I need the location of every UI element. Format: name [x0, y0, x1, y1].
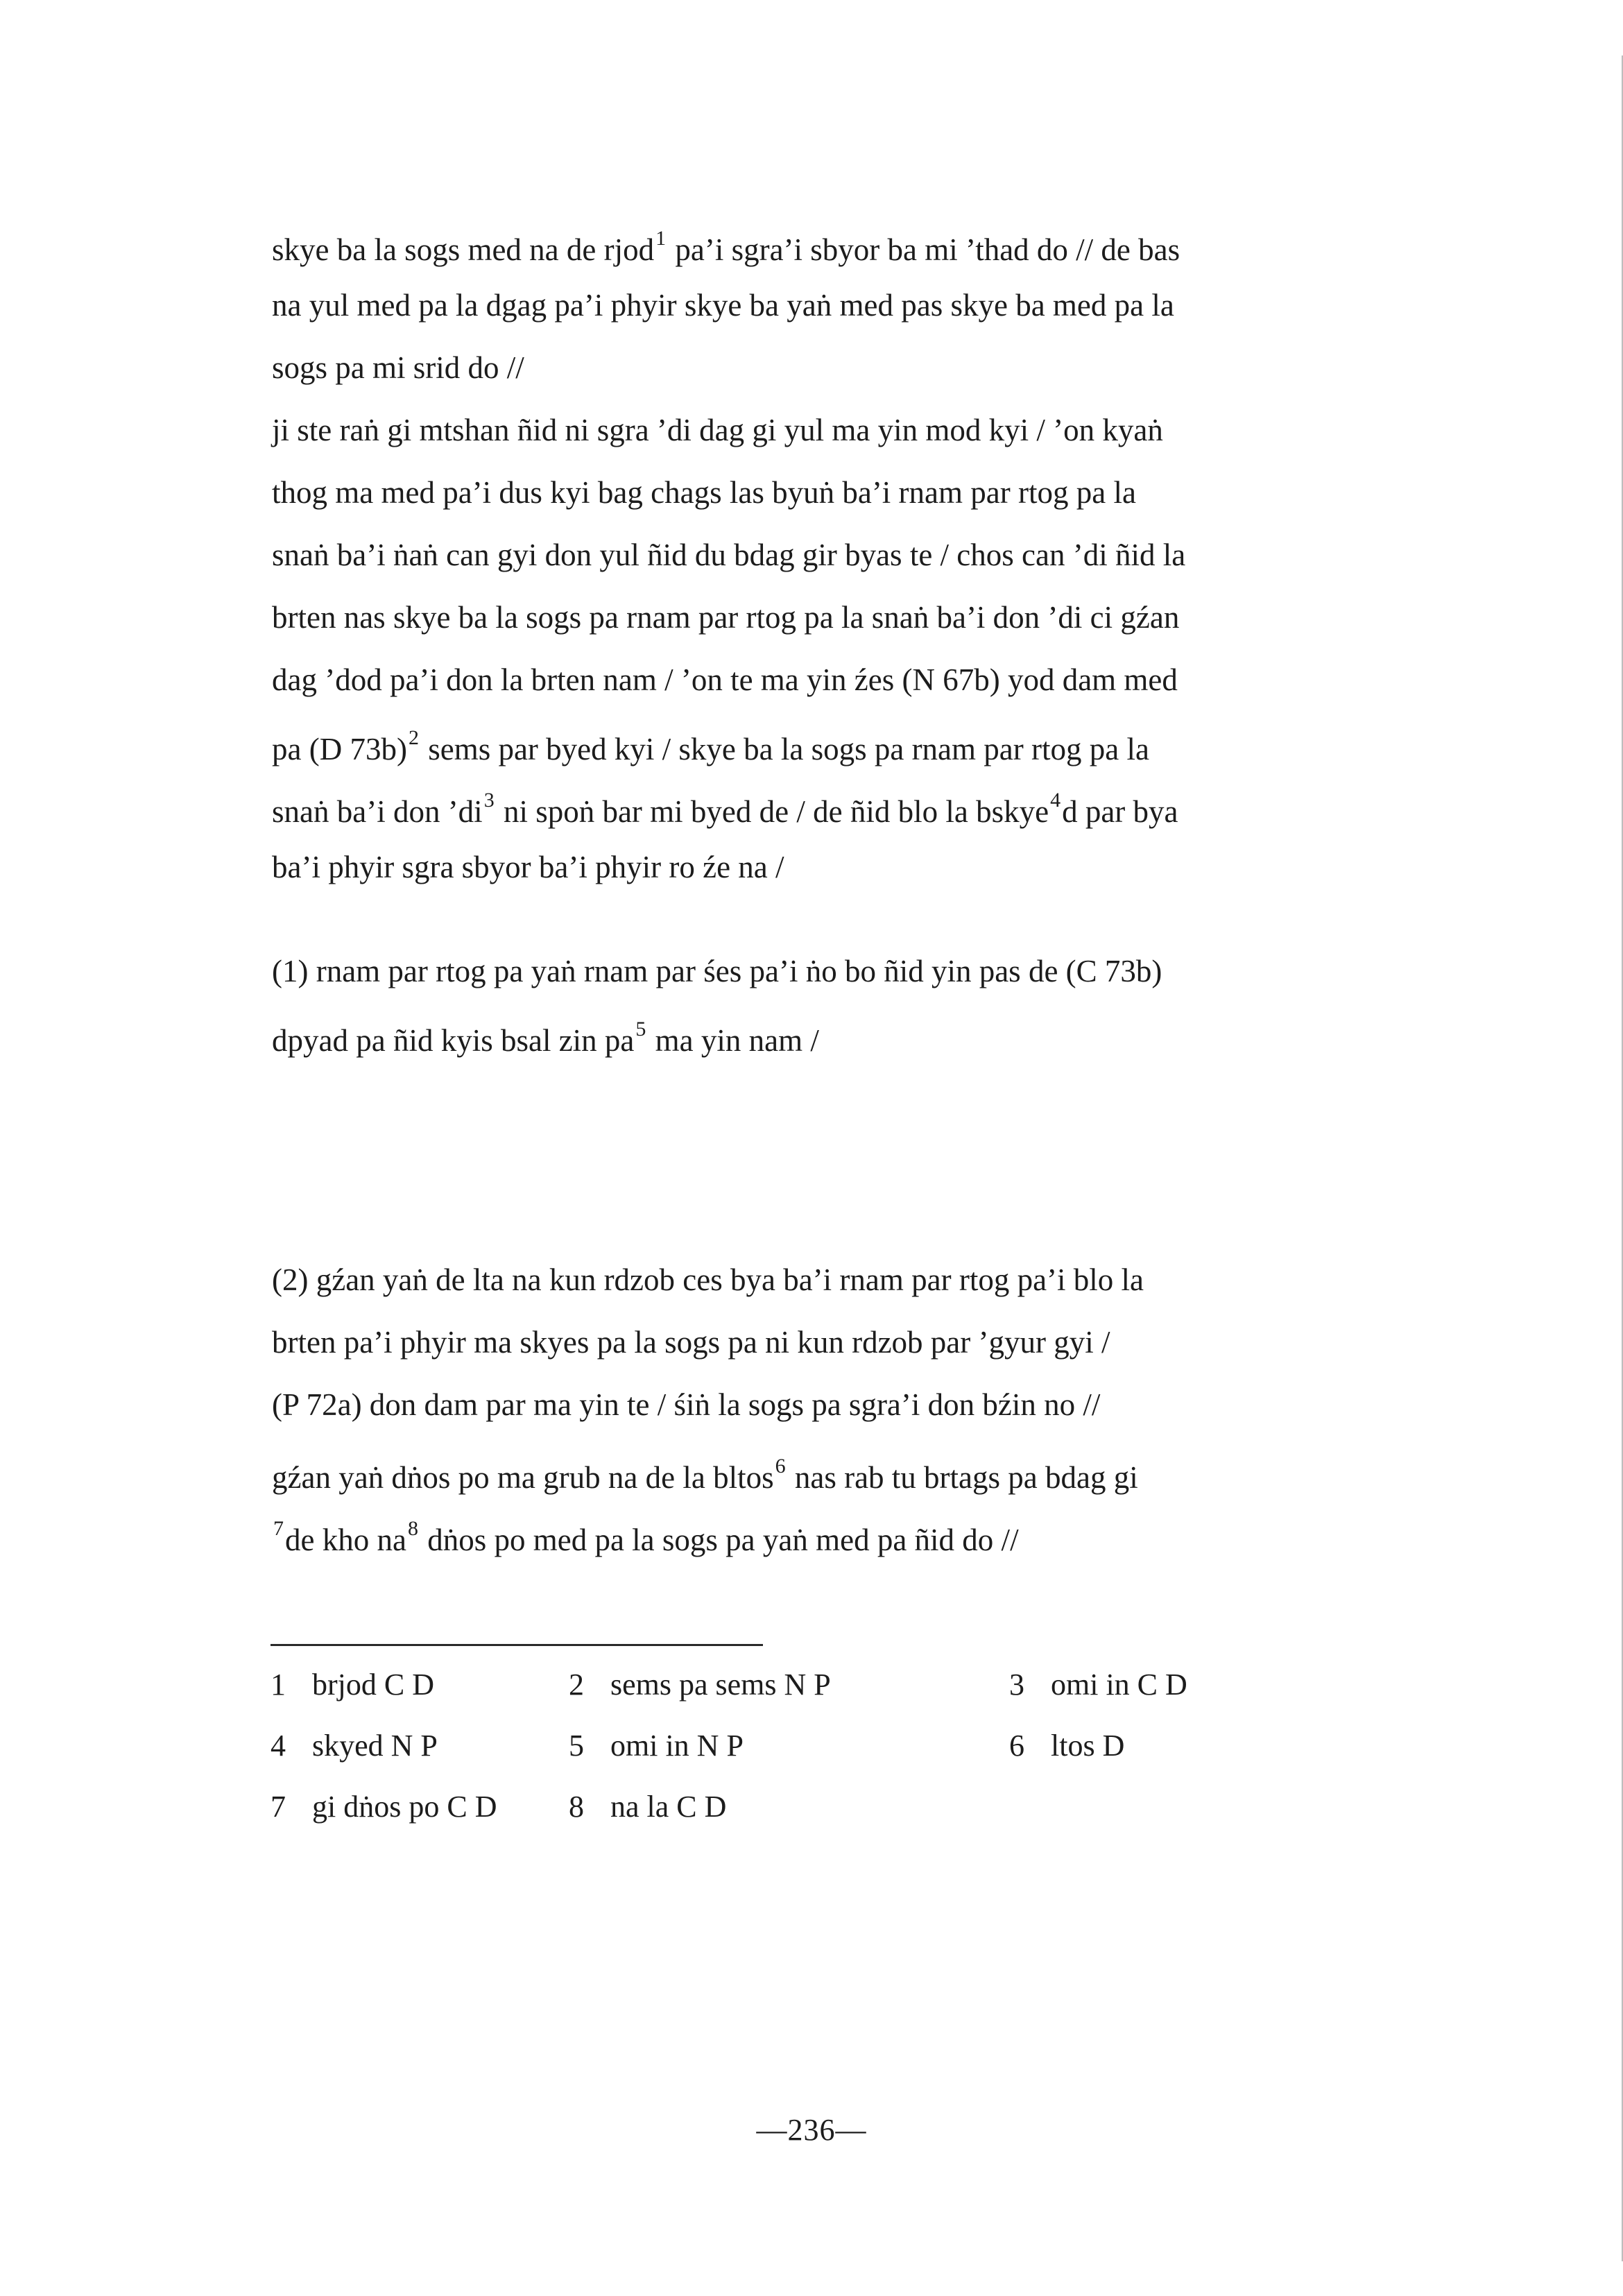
text-line — [272, 773, 1354, 836]
text-run: nas rab tu brtags pa bdag gi — [787, 1460, 1138, 1495]
footnote-marker: 3 — [483, 789, 495, 812]
footnote-number: 8 — [569, 1790, 584, 1824]
footnote-text: omi in N P — [610, 1729, 744, 1763]
footnote-number: 3 — [1009, 1668, 1024, 1702]
footnote-text: skyed N P — [312, 1729, 438, 1763]
text-line — [272, 336, 1354, 399]
footnote-1 — [270, 1654, 434, 1715]
paragraph-2 — [272, 940, 1354, 1065]
footnote-row — [270, 1776, 1311, 1837]
text-run: sogs pa mi srid do // — [272, 350, 524, 385]
text-line — [272, 586, 1354, 649]
footnote-marker: 7 — [273, 1517, 284, 1540]
text-run: na yul med pa la dgag pa’i phyir skye ba yaṅ med pas skye ba med pa la — [272, 288, 1174, 323]
footnote-5 — [569, 1715, 744, 1776]
text-run: dpyad pa ñid kyis bsal zin pa — [272, 1023, 635, 1058]
text-run: snaṅ ba’i ṅaṅ can gyi don yul ñid du bdag gir byas te / chos can ’di ñid la — [272, 538, 1186, 572]
footnote-text: sems pa sems N P — [610, 1668, 831, 1702]
footnote-marker: 2 — [408, 726, 419, 749]
text-line — [272, 1249, 1354, 1311]
text-line — [272, 1373, 1354, 1436]
text-run: (P 72a) don dam par ma yin te / śiṅ la sogs pa sgra’i don bźin no // — [272, 1387, 1101, 1422]
footnote-8 — [569, 1776, 726, 1837]
text-line — [272, 711, 1354, 773]
text-run: (2) gźan yaṅ de lta na kun rdzob ces bya ba’i rnam par rtog pa’i blo la — [272, 1262, 1144, 1297]
text-line — [272, 461, 1354, 524]
footnote-number: 4 — [270, 1729, 286, 1763]
footnote-marker: 6 — [775, 1455, 786, 1477]
text-line — [272, 940, 1354, 1002]
text-run: ma yin nam / — [647, 1023, 819, 1058]
text-run: dag ’dod pa’i don la brten nam / ’on te ma yin źes (N 67b) yod dam med — [272, 662, 1178, 697]
footnote-number: 1 — [270, 1668, 286, 1702]
text-run: de kho na — [285, 1523, 406, 1557]
text-line — [272, 212, 1354, 274]
text-line — [272, 649, 1354, 711]
footnote-number: 2 — [569, 1668, 584, 1702]
page-number: —236— — [756, 2113, 867, 2147]
footnote-4 — [270, 1715, 438, 1776]
footnote-text: ltos D — [1051, 1729, 1125, 1763]
text-line — [272, 1439, 1354, 1502]
text-run: pa (D 73b) — [272, 732, 407, 766]
footnote-text: omi in C D — [1051, 1668, 1187, 1702]
footnote-7 — [270, 1776, 497, 1837]
text-run: thog ma med pa’i dus kyi bag chags las byuṅ ba’i rnam par rtog pa la — [272, 475, 1136, 510]
text-run: (1) rnam par rtog pa yaṅ rnam par śes pa’i ṅo bo ñid yin pas de (C 73b) — [272, 954, 1162, 988]
footnote-2 — [569, 1654, 831, 1715]
text-run: d par bya — [1062, 794, 1178, 829]
footnote-text: gi dṅos po C D — [312, 1790, 497, 1824]
footnotes — [270, 1654, 1311, 1837]
footnote-6 — [1009, 1715, 1124, 1776]
text-line — [272, 1002, 1354, 1065]
footnote-marker: 1 — [655, 227, 667, 250]
footnote-marker: 4 — [1050, 789, 1061, 812]
text-line — [272, 399, 1354, 461]
text-run: snaṅ ba’i don ’di — [272, 794, 483, 829]
text-run: ba’i phyir sgra sbyor ba’i phyir ro źe na / — [272, 850, 784, 884]
text-line — [272, 1502, 1354, 1564]
footnote-number: 5 — [569, 1729, 584, 1763]
text-run: sems par byed kyi / skye ba la sogs pa rnam par rtog pa la — [420, 732, 1149, 766]
text-line — [272, 1311, 1354, 1373]
footnote-marker: 8 — [407, 1517, 418, 1540]
footnote-text: brjod C D — [312, 1668, 434, 1702]
text-line — [272, 524, 1354, 586]
footnote-separator — [270, 1644, 763, 1646]
text-run: ji ste raṅ gi mtshan ñid ni sgra ’di dag gi yul ma yin mod kyi / ’on kyaṅ — [272, 413, 1163, 447]
footnote-number: 7 — [270, 1790, 286, 1824]
footnote-text: na la C D — [610, 1790, 727, 1824]
text-line — [272, 836, 1354, 898]
footnote-number: 6 — [1009, 1729, 1024, 1763]
scan-edge — [1606, 55, 1623, 2261]
footnote-3 — [1009, 1654, 1187, 1715]
paragraph-3 — [272, 1249, 1354, 1436]
footnote-row — [270, 1715, 1311, 1776]
text-run: brten pa’i phyir ma skyes pa la sogs pa ni kun rdzob par ’gyur gyi / — [272, 1325, 1110, 1360]
footnote-marker: 5 — [635, 1018, 646, 1040]
text-run: gźan yaṅ dṅos po ma grub na de la bltos — [272, 1460, 774, 1495]
text-run: ni spoṅ bar mi byed de / de ñid blo la bskye — [495, 794, 1049, 829]
paragraph-4 — [272, 1439, 1354, 1564]
paragraph-1 — [272, 212, 1354, 898]
text-line — [272, 274, 1354, 336]
text-run: brten nas skye ba la sogs pa rnam par rtog pa la snaṅ ba’i don ’di ci gźan — [272, 600, 1180, 635]
footnote-row — [270, 1654, 1311, 1715]
text-run: skye ba la sogs med na de rjod — [272, 232, 655, 267]
text-run: pa’i sgra’i sbyor ba mi ’thad do // de bas — [667, 232, 1180, 267]
text-run: dṅos po med pa la sogs pa yaṅ med pa ñid do // — [419, 1523, 1019, 1557]
